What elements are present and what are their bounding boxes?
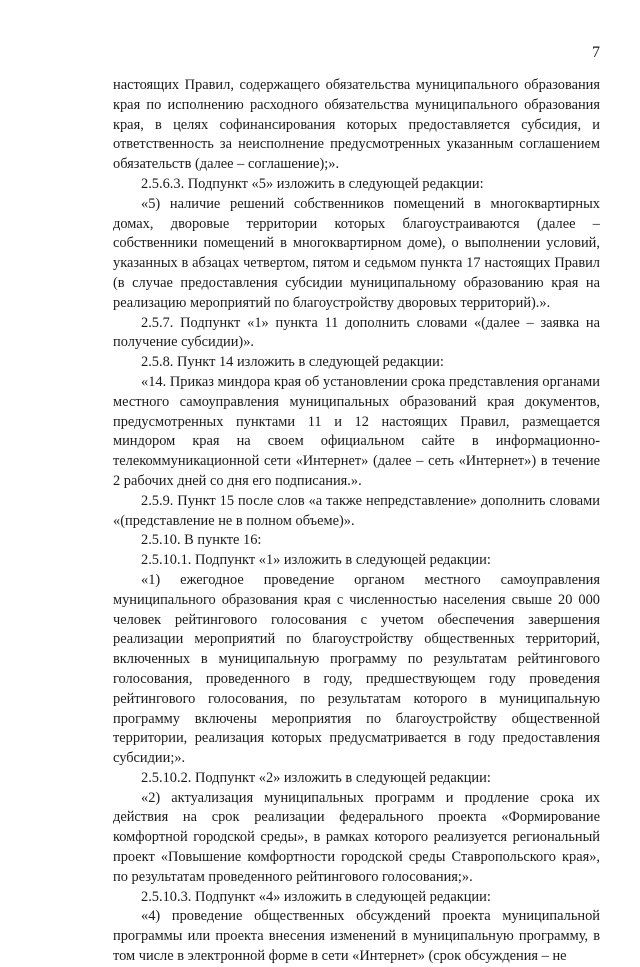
paragraph-2-5-10-3: 2.5.10.3. Подпункт «4» изложить в следующей редакции:: [141, 888, 491, 905]
page-number: 7: [592, 44, 600, 61]
paragraph-2-5-10-2: 2.5.10.2. Подпункт «2» изложить в следующей редакции:: [141, 769, 491, 786]
paragraph-2-5-10-1: 2.5.10.1. Подпункт «1» изложить в следующей редакции:: [141, 552, 491, 569]
paragraph-2-5-10: 2.5.10. В пункте 16:: [141, 532, 262, 549]
paragraph-subitem-4: «4) проведение общественных обсуждений проекта муниципальной программы или проекта внесения изменений в муниципальную программу, в том числе в электронной форме в сети «Интернет» (срок обсуждения – не: [113, 908, 600, 965]
paragraph-continuation: настоящих Правил, содержащего обязательства муниципального образования края по исполнению расходного обязательства муниципального образования края, в целях софинансирования которых предоставляется субсидия, и ответственность за неисполнение предусмотренных указанным соглашением обязательств (далее – соглашение);».: [113, 77, 600, 173]
paragraph-subitem-2: «2) актуализация муниципальных программ и продление срока их действия на срок реализации федерального проекта «Формирование комфортной городской среды», в рамках которого реализуется региональный проект «Повышение комфортности городской среды Ставропольского края», по результатам проведенного рейтингового голосования;».: [113, 789, 600, 885]
paragraph-2-5-6-3: 2.5.6.3. Подпункт «5» изложить в следующей редакции:: [141, 175, 484, 192]
paragraph-2-5-9: 2.5.9. Пункт 15 после слов «а также непредставление» дополнить словами «(представление не в полном объеме)».: [113, 492, 600, 529]
paragraph-subitem-1: «1) ежегодное проведение органом местного самоуправления муниципального образования края с численностью населения свыше 20 000 человек рейтингового голосования с учетом обеспечения завершения реализации мероприятий по благоустройству общественных территорий, включенных в муниципальную программу по результатам рейтингового голосования, проведенного в году, предшествующем году проведения рейтингового голосования, по результатам которого в муниципальную программу включены мероприятия по благоустройству общественной территории, реализация которых предусматривается в году предоставления субсидии;».: [113, 571, 600, 767]
paragraph-subitem-5: «5) наличие решений собственников помещений в многоквартирных домах, дворовые территории которых благоустраиваются (далее – собственники помещений в многоквартирном доме), о выполнении условий, указанных в абзацах четвертом, пятом и седьмом пункта 17 настоящих Правил (в случае предоставления субсидии муниципальному образованию края на реализацию мероприятий по благоустройству дворовых территорий).».: [113, 195, 600, 311]
paragraph-item-14: «14. Приказ миндора края об установлении срока представления органами местного самоуправления муниципальных образований края документов, предусмотренных пунктами 11 и 12 настоящих Правил, размещается миндором края на своем официальном сайте в информационно-телекоммуникационной сети «Интернет» (далее – сеть «Интернет») в течение 2 рабочих дней со дня его подписания.».: [113, 373, 600, 489]
document-body: [113, 76, 600, 967]
paragraph-2-5-7: 2.5.7. Подпункт «1» пункта 11 дополнить словами «(далее – заявка на получение субсидии)».: [113, 314, 600, 351]
paragraph-2-5-8: 2.5.8. Пункт 14 изложить в следующей редакции:: [141, 354, 444, 371]
